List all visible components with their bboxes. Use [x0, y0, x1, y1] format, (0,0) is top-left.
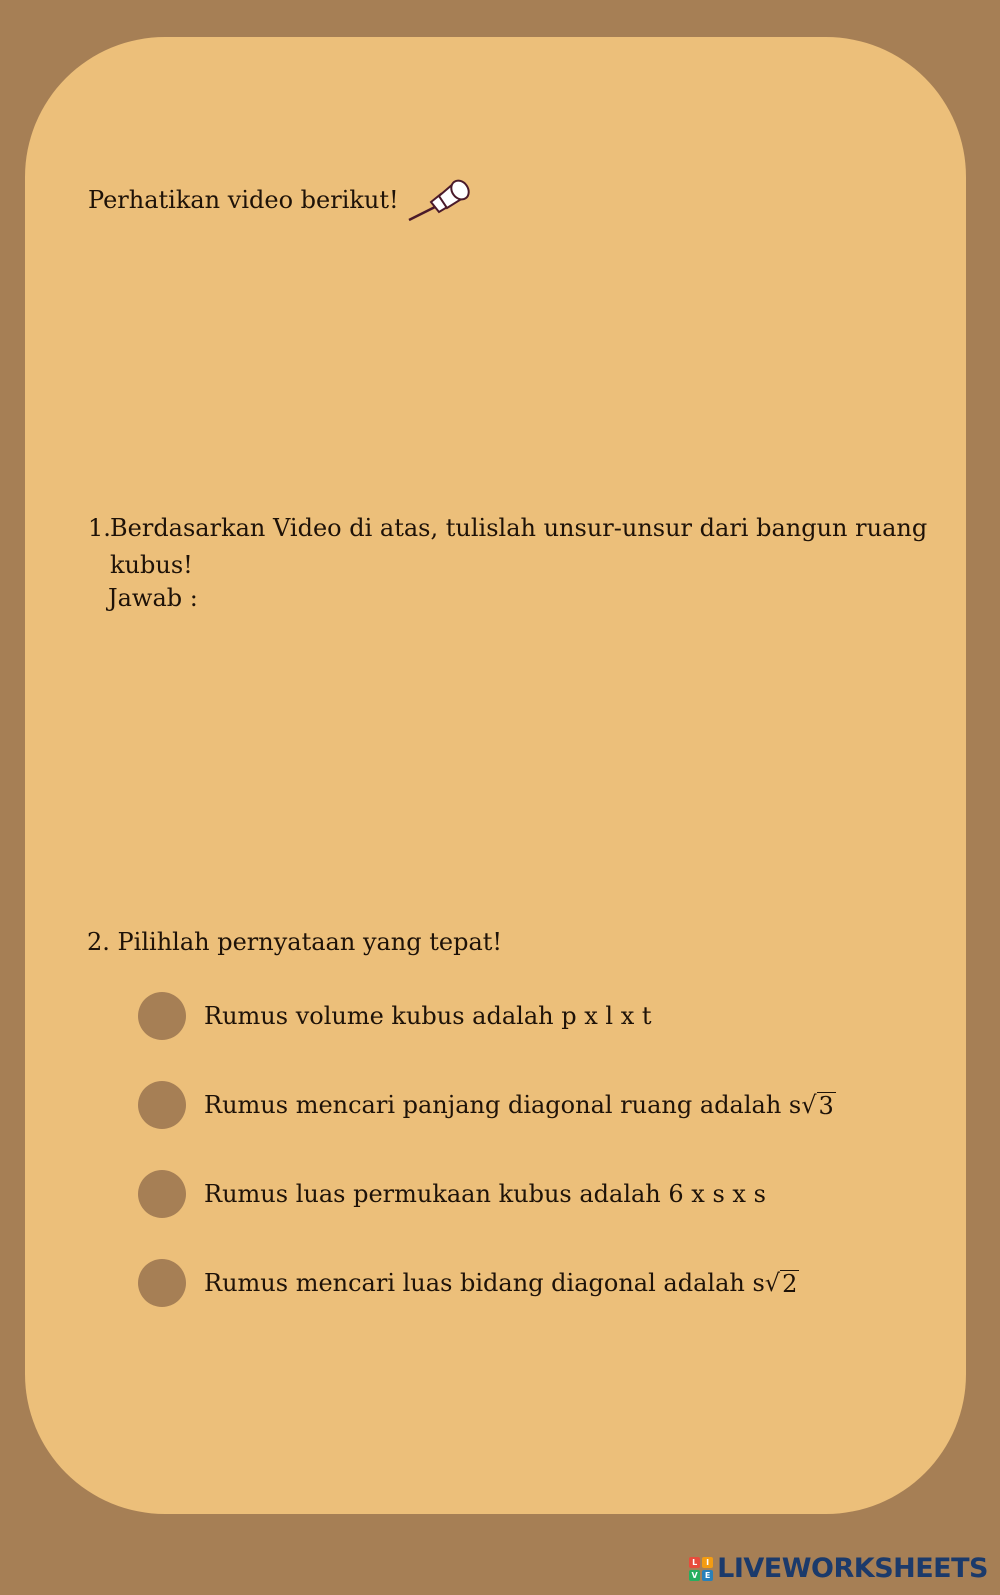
option-2-text: Rumus mencari panjang diagonal ruang adalah s: [204, 1091, 802, 1119]
question-2-title: 2. Pilihlah pernyataan yang tepat!: [87, 928, 503, 956]
option-4-radicand: 2: [782, 1270, 798, 1298]
option-4-label: [204, 1269, 799, 1297]
answer-input-area[interactable]: [108, 620, 908, 870]
square-root-icon: √ 2: [764, 1269, 798, 1298]
option-1-radio[interactable]: [138, 992, 186, 1040]
logo-letter-l: L: [689, 1557, 700, 1568]
question-1-text: Berdasarkan Video di atas, tulislah unsur-unsur dari bangun ruang kubus!: [110, 514, 928, 579]
video-placeholder[interactable]: [88, 230, 908, 480]
logo-letter-v: V: [689, 1570, 700, 1581]
option-1-label: Rumus volume kubus adalah p x l x t: [204, 1002, 652, 1030]
question-1-number: 1.: [88, 514, 111, 542]
option-2-label: [204, 1091, 836, 1119]
option-3-radio[interactable]: [138, 1170, 186, 1218]
option-4-text: Rumus mencari luas bidang diagonal adalah s: [204, 1269, 765, 1297]
option-3[interactable]: [138, 1170, 766, 1218]
option-4[interactable]: [138, 1259, 799, 1307]
logo-icon: [689, 1557, 713, 1581]
liveworksheets-logo[interactable]: [689, 1553, 988, 1584]
logo-letter-i: I: [702, 1557, 713, 1568]
option-2-radio[interactable]: [138, 1081, 186, 1129]
option-2-radicand: 3: [818, 1092, 834, 1120]
option-3-label: Rumus luas permukaan kubus adalah 6 x s x s: [204, 1180, 766, 1208]
brand-name: LIVEWORKSHEETS: [717, 1553, 988, 1584]
pushpin-icon: [407, 176, 473, 224]
logo-letter-e: E: [702, 1570, 713, 1581]
intro-heading: [88, 176, 473, 224]
intro-text: Perhatikan video berikut!: [88, 186, 399, 214]
option-4-radio[interactable]: [138, 1259, 186, 1307]
question-1: [88, 510, 933, 584]
option-1[interactable]: [138, 992, 652, 1040]
answer-label: Jawab :: [108, 584, 198, 612]
square-root-icon: √ 3: [801, 1091, 834, 1120]
option-2[interactable]: [138, 1081, 836, 1129]
